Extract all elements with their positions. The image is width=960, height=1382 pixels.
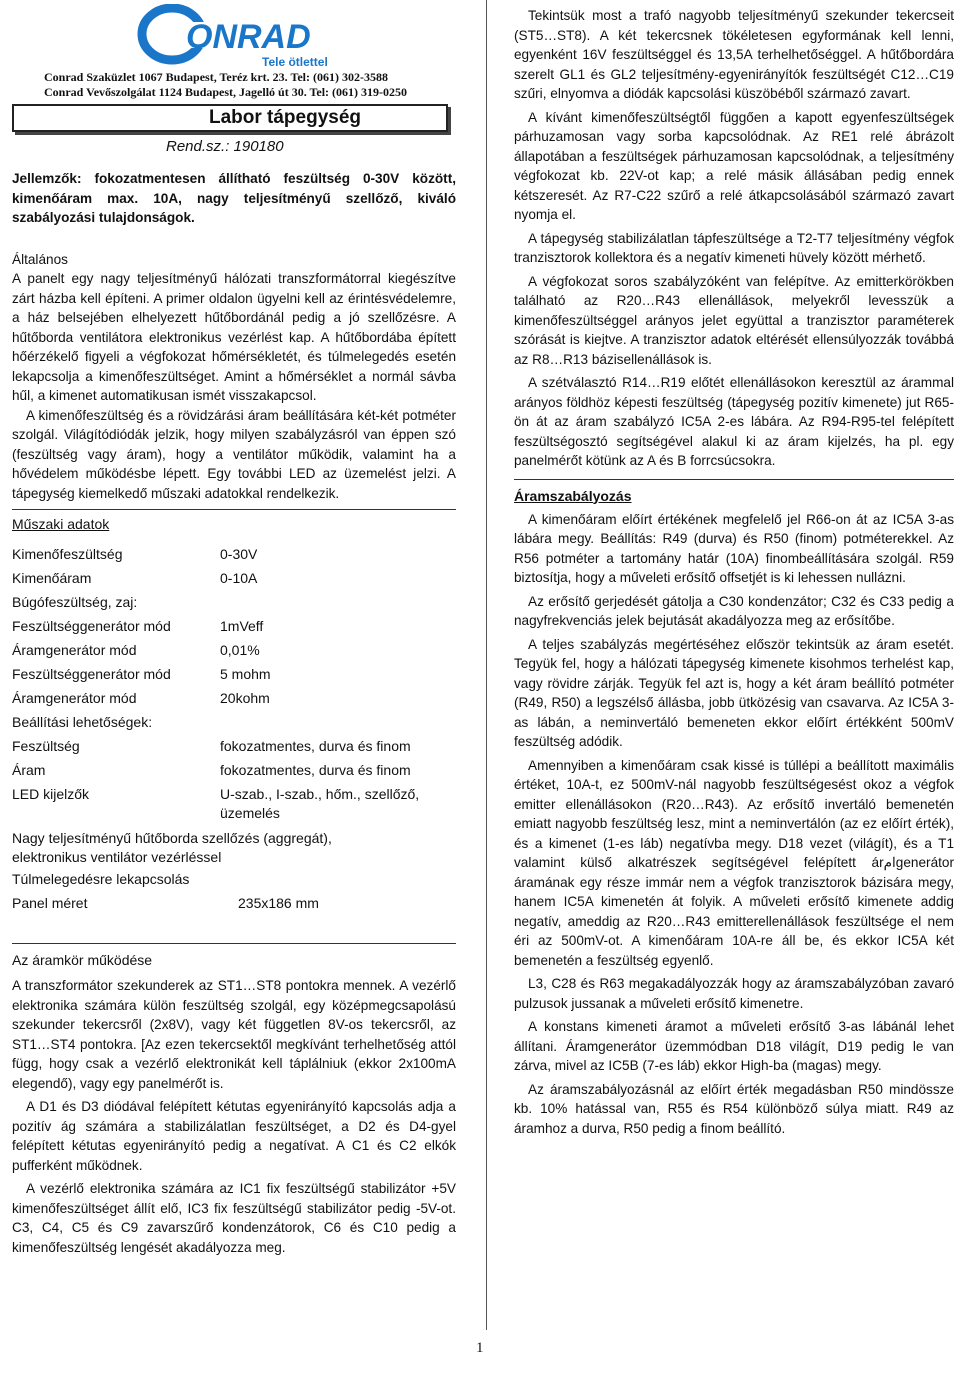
spec-value: 20kohm (220, 690, 270, 706)
spec-label: Beállítási lehetőségek: (12, 714, 153, 730)
features-paragraph: Jellemzők: fokozatmentesen állítható feszültség 0-30V között, kimenőáram max. 10A, nagy teljesítményű szellőző, kiváló szabályozási tulajdonságok. (12, 171, 456, 225)
title-box (12, 104, 448, 132)
svg-text:ONRAD: ONRAD (186, 18, 311, 56)
general-paragraph-2: A kimenőfeszültség és a rövidzárási áram beállítására két-két potméter szolgál. Világítódiódák jelzik, hogy milyen szabályzásról van éppen szó (feszültség vagy áram), hogy a ventilátor működik, valamint ha a hővédelem működésbe lépett. Egy további LED az üzemelést jelzi. A tápegység kiemelkedő műszaki adatokkal rendelkezik. (12, 407, 456, 501)
right-paragraph-3: A tápegység stabilizálatlan tápfeszültsége a T2-T7 teljesítmény végfok tranzisztorok kollektora és a negatív kimeneti hüvely között mérhető. (514, 230, 954, 265)
circuit-paragraph-2: A D1 és D3 diódával felépített kétutas egyenirányító kapcsolás adja a pozitív ág számára a stabilizálatlan feszültséget, a D2 és D4-gyel felépített kétutas egyenirányító pedig a negatívat. A C1 és C2 elkók pufferként működnek. (12, 1099, 456, 1173)
spec-value: 1mVeff (220, 618, 264, 634)
spec-label: Búgófeszültség, zaj: (12, 594, 138, 610)
order-number: Rend.sz.: 190180 (166, 138, 284, 155)
current-paragraph-3: A teljes szabályzás megértéséhez először tekintsük az áram esetét. Tegyük fel, hogy a hálózati tápegység kimenete kisohmos terhelést kap, vagy rövidre zárják. Tegyük fel azt is, hogy a két áram beállító potméter (R49, R50) a legszélső állásba, jobb ütközésig van csavarva. Az IC5A 3-as lábán, a neminvertáló bemeneten ekkor előírt értékként 500mV feszültség adódik. (514, 636, 954, 749)
general-paragraph-1: A panelt egy nagy teljesítményű hálózati transzformátorral kiegészítve zárt házba kell építeni. A primer oldalon ügyelni kell az érintésvédelemre, a ház belsejében elhelyezett hűtőbordánál pedig a jó szellőzésre. A hűtőborda ventilátora elektronikus vezérlést kap. A hűtőbordába épített hőérzékelő figyeli a végfokozat hőmérsékletét, és túlmelegedés esetén lekapcsolja a kimenőfeszültséget. Amint a hőmérséklet a normál sávba hűl, a kimenet automatikusan ismét visszakapcsol. (12, 271, 456, 403)
circuit-heading: Az áramkör működése (12, 952, 153, 968)
spec-label: Feszültség (12, 738, 80, 754)
spec-row (12, 710, 456, 734)
spec-value: 0-10A (220, 570, 258, 586)
spec-row (12, 614, 456, 638)
right-paragraph-4: A végfokozat soros szabályzóként van felépítve. Az emitterkörökben található az R20…R43 ellenállások, melyekről levesszük a kimenőfeszültséggel arányos jelet együttal a tranzisztor paraméterek szórását is kiejtve. A tranzisztor adatok eltérését ellensúlyozzák továbbá az R8…R13 bázisellenállások is. (514, 273, 954, 367)
current-paragraph-1: A kimenőáram előírt értékének megfelelő jel R66-on át az IC5A 3-as lábára megy. Beállítás: R49 (durva) és R50 (finom) potméterekkel. Az R56 potméter a tartomány határ (10A) finombeállítására szolgál. R59 biztosítja, hogy a műveleti erősítő offsetjét is ki lehessen nullázni. (514, 511, 954, 585)
spec-row-led (12, 782, 456, 823)
spec-value: fokozatmentes, durva és finom (220, 738, 411, 754)
logo (12, 0, 456, 70)
right-paragraph-2: A kívánt kimenőfeszültségtől függően a kapott egyenfeszültségek párhuzamosan vagy sorba kapcsolódnak. Az RE1 relé ábrázolt állapotában a feszültségek párhuzamosan kapcsolódnak, a teljesítmény végfokozat kb. 22V-ot kap; a relé másik állásában pedig ennek kétszeresét. Az R7-C22 szűrő a relé átkapcsolásából származó zavart nyomja el. (514, 109, 954, 222)
circuit-paragraph-1: A transzformátor szekunderek az ST1…ST8 pontokra mennek. A vezérlő elektronika számára külön feszültség szolgál, egy középmegcsapolású szekunder tekercsről (2x8V), vagy két független 8V-os tekercsről, az ST1…ST4 pontokra. [Az ezen tekercsektől megkívánt terhelhetőség attól függ, hogy csak a vezérlő elektronikát kell táplálniuk (ekkor 2x100mA elegendő), vagy egy panelmérőt is. (12, 978, 456, 1091)
spec-label: Kimenőáram (12, 570, 92, 586)
circuit-paragraph-3: A vezérlő elektronika számára az IC1 fix feszültségű stabilizátor +5V kimenőfeszültséget állít elő, IC3 fix feszültségű stabilizátor pedig -5V-ot. C3, C4, C5 és C9 zavarszűrő kondenzátorok, C6 és C10 pedig a kimenőfeszültség lengését akadályozza meg. (12, 1181, 456, 1255)
spec-label: Kimenőfeszültség (12, 546, 123, 562)
current-paragraph-6: A konstans kimeneti áramot a műveleti erősítő 3-as lábánál lehet állítani. Áramgenerátor üzemmódban D18 világít, D19 pedig le van zárva, mivel az IC5B (7-es láb) ekkor High-ba (magas) megy. (514, 1019, 954, 1073)
spec-row (12, 590, 456, 614)
general-heading: Általános (12, 251, 68, 267)
spec-value: U-szab., I-szab., hőm., szellőző, üzemelés (220, 786, 420, 821)
current-paragraph-4: Amennyiben a kimenőáram csak kissé is túllépi a beállított maximális értéket, 10A-t, ez 500mV-nál nagyobb feszültségesést okoz a végfok emitter ellenállásokon (R20…R43). Az erősítő invertáló bemenetén emiatt nagyobb feszültség lesz, mint a neminvertálón (az ez előírt érték), és a kimenet (1-es láb) negatívba megy. D18 vezet (világít), és a T1 valamint külső alkatrészek segítségével felépített árامgenerátor áramának egy része immár nem a végfok tranzisztorok bázisára megy, hanem IC5A kimenetén át folyik. A műveleti erősítő kimenete addig negatív, ameddig az R20…R43 emitterellenállások feszültsége el nem éri az 500mV-ot. A kimenőáram 10A-re áll be, és ekkor IC5A két bemenetén a feszültség egyenlő. (514, 757, 954, 968)
spec-label: Áramgenerátor mód (12, 690, 137, 706)
spec-value: fokozatmentes, durva és finom (220, 762, 411, 778)
right-paragraph-1: Tekintsük most a trafó nagyobb teljesítményű szekunder tekercseit (ST5…ST8). A két tekercsnek tökéletesen egyformának kell lenni, egyenként 16V feszültséggel és 13,5A terhelhetőséggel. A hűtőbordára szerelt GL1 és GL2 teljesítmény-egyenirányítók feszültségét C12…C19 szűri, elnyomva a diódák kapcsolási küszöbéből származó zavart. (514, 8, 954, 101)
spec-label: Áram (12, 762, 46, 778)
current-paragraph-5: L3, C28 és R63 megakadályozzák hogy az áramszabályzóban zavaró pulzusok jussanak a műveleti erősítő kimenetre. (514, 976, 954, 1011)
conrad-logo-icon (130, 4, 360, 70)
spec-value: 0-30V (220, 546, 258, 562)
spec-value: 0,01% (220, 642, 260, 658)
spec-row (12, 662, 456, 686)
spec-label: Feszültséggenerátor mód (12, 618, 171, 634)
spec-row (12, 758, 456, 782)
specs-heading: Műszaki adatok (12, 516, 110, 532)
page-title: Labor tápegység (208, 107, 362, 128)
spec-label: LED kijelzők (12, 786, 90, 802)
spec-row (12, 566, 456, 590)
right-column (514, 0, 954, 1138)
spec-overheat: Túlmelegedésre lekapcsolás (12, 871, 190, 887)
left-column (12, 0, 456, 1257)
spec-row (12, 686, 456, 710)
column-divider (486, 0, 487, 1330)
current-paragraph-2: Az erősítő gerjedését gátolja a C30 kondenzátor; C32 és C33 pedig a nagyfrekvenciás jelek bejutását akadályozza meg az erősítőbe. (514, 593, 954, 628)
address-line-2: Conrad Vevőszolgálat 1124 Budapest, Jagelló út 30. Tel: (061) 319-0250 (44, 85, 408, 99)
spec-heatsink: Nagy teljesítményű hűtőborda szellőzés (aggregát), elektronikus ventilátor vezérléssel (12, 830, 332, 865)
spec-row (12, 638, 456, 662)
spec-row (12, 734, 456, 758)
address-line-1: Conrad Szaküzlet 1067 Budapest, Teréz krt. 23. Tel: (061) 302-3588 (44, 70, 389, 84)
spec-value: 5 mohm (220, 666, 271, 682)
spec-value: 235x186 mm (238, 895, 319, 911)
svg-text:Tele ötlettel: Tele ötlettel (262, 55, 328, 69)
spec-label: Feszültséggenerátor mód (12, 666, 171, 682)
current-paragraph-7: Az áramszabályozásnál az előírt érték megadásban R50 mindössze kb. 10% hatással van, R55 és R54 különböző súlya miatt. R49 az áramhoz a durva, R50 pedig a finom beállító. (514, 1081, 954, 1136)
spec-label: Áramgenerátor mód (12, 642, 137, 658)
right-paragraph-5: A szétválasztó R14…R19 előtét ellenállásokon keresztül az árammal arányos földhöz képesti feszültség (tápegység pozitív kimenete) jut R65-ön át az áram szabályzó IC5A 2-es lábára. Az R94-R95-tel felépített feszültségosztó segítségével alakul ki az áram kijelzés, ha pl. egy panelmérőt kötünk az A és B forrcsúcsokra. (514, 375, 954, 468)
spec-row (12, 542, 456, 566)
current-regulation-heading: Áramszabályozás (514, 487, 632, 504)
spec-label: Panel méret (12, 895, 88, 911)
spec-row-panel (12, 891, 456, 915)
specs-table (12, 542, 456, 915)
page-number: 1 (476, 1340, 484, 1356)
